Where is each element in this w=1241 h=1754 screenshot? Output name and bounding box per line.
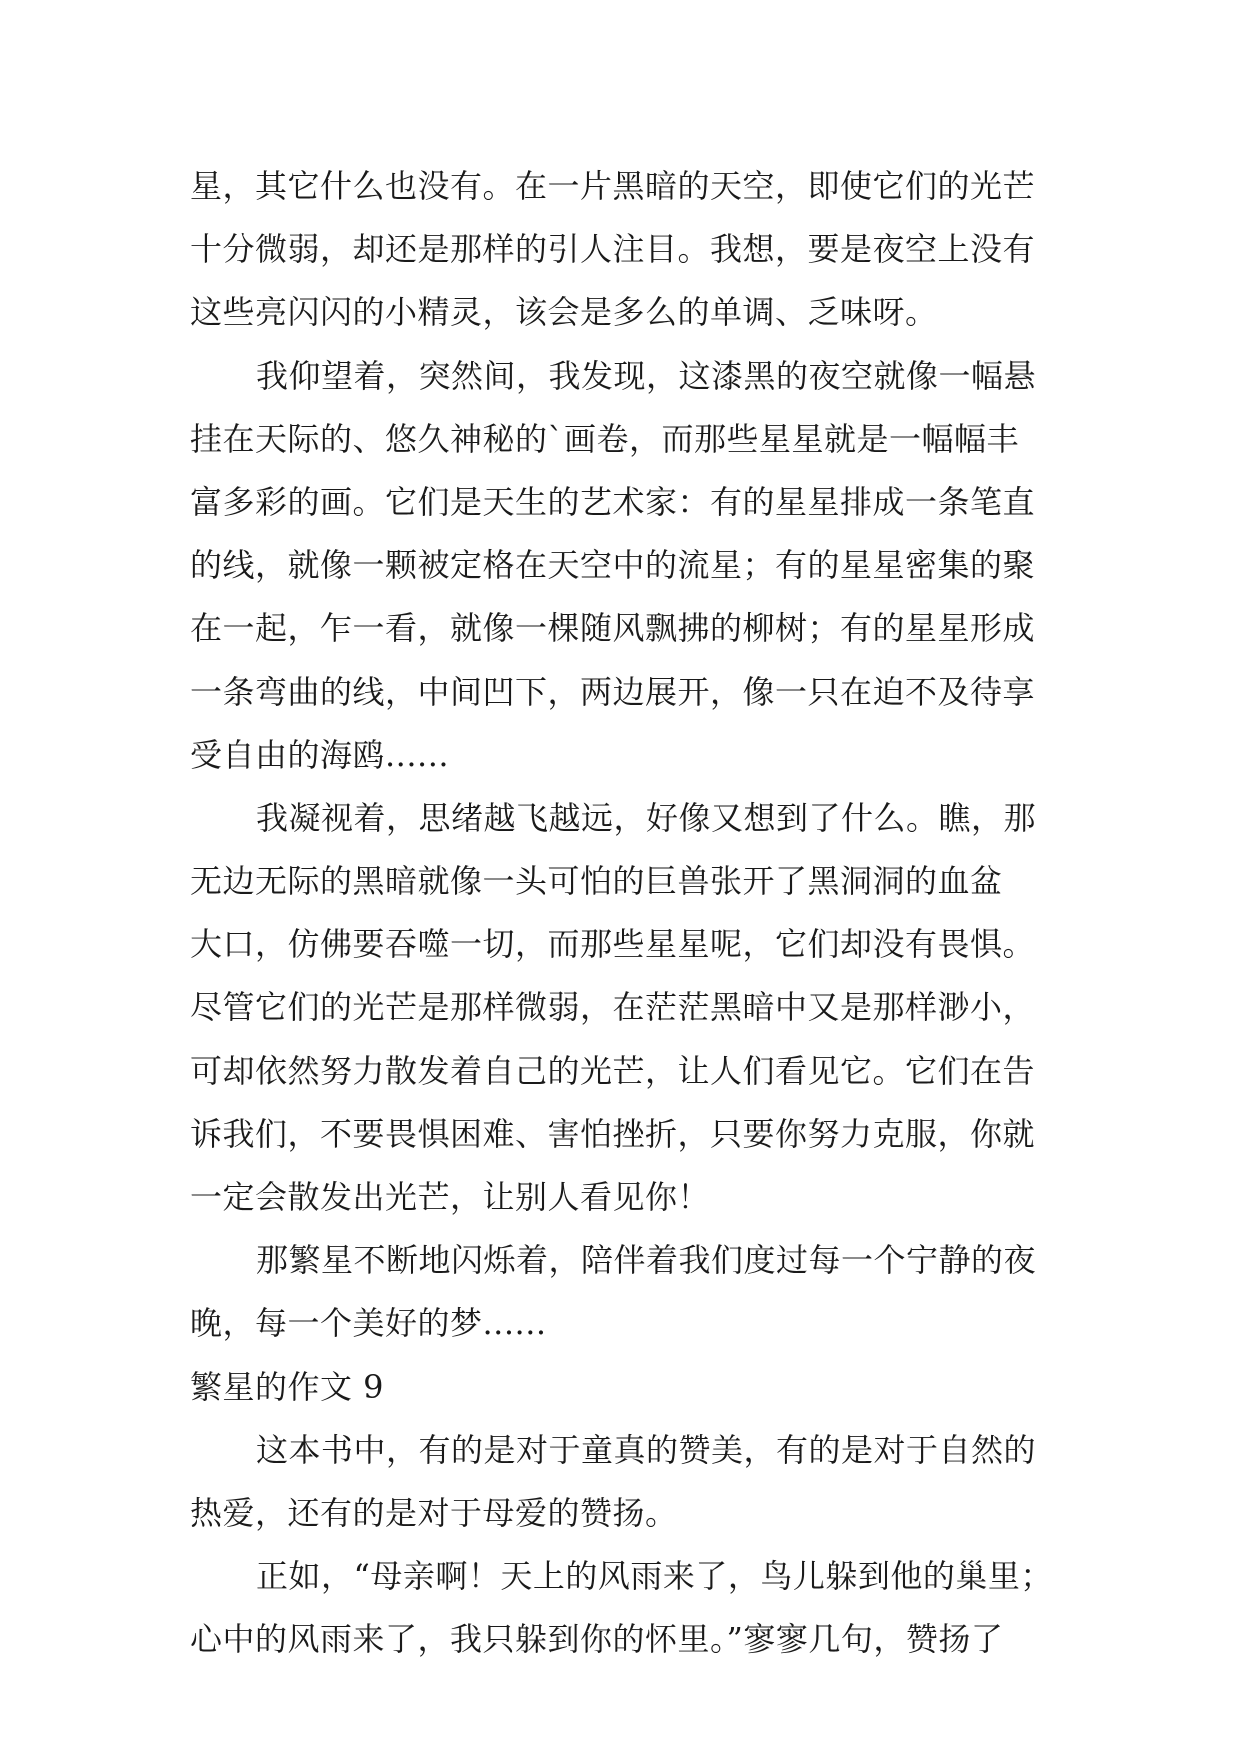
text-line: 挂在天际的、悠久神秘的`画卷，而那些星星就是一幅幅丰 <box>190 419 1020 458</box>
paragraph-start-line: 那繁星不断地闪烁着，陪伴着我们度过每一个宁静的夜 <box>256 1241 1037 1280</box>
paragraph-start-line: 这本书中，有的是对于童真的赞美，有的是对于自然的 <box>256 1430 1037 1469</box>
text-line: 热爱，还有的是对于母爱的赞扬。 <box>190 1493 678 1532</box>
text-line: 十分微弱，却还是那样的引人注目。我想，要是夜空上没有 <box>190 230 1036 269</box>
text-line: 可却依然努力散发着自己的光芒，让人们看见它。它们在告 <box>190 1051 1036 1090</box>
paragraph-start-line: 我仰望着，突然间，我发现，这漆黑的夜空就像一幅悬 <box>256 356 1037 395</box>
text-line: 诉我们，不要畏惧困难、害怕挫折，只要你努力克服，你就 <box>190 1114 1036 1153</box>
paragraph-start-line: 我凝视着，思绪越飞越远，好像又想到了什么。瞧，那 <box>256 798 1037 837</box>
text-line: 一定会散发出光芒，让别人看见你！ <box>190 1178 711 1216</box>
essay-body <box>190 155 1060 1672</box>
section-heading: 繁星的作文 9 <box>190 1367 385 1406</box>
text-line: 这些亮闪闪的小精灵，该会是多么的单调、乏味呀。 <box>190 293 938 332</box>
text-line: 的线，就像一颗被定格在天空中的流星；有的星星密集的聚 <box>190 546 1036 585</box>
paragraph-start-line: 正如，“母亲啊！天上的风雨来了，鸟儿躲到他的巢里； <box>256 1557 1053 1596</box>
text-line: 一条弯曲的线，中间凹下，两边展开，像一只在迫不及待享 <box>190 672 1036 711</box>
text-line: 富多彩的画。它们是天生的艺术家：有的星星排成一条笔直 <box>190 482 1036 521</box>
text-line: 大口，仿佛要吞噬一切，而那些星星呢，它们却没有畏惧。 <box>190 925 1036 964</box>
text-line: 在一起，乍一看，就像一棵随风飘拂的柳树；有的星星形成 <box>190 609 1036 648</box>
text-line: 晚，每一个美好的梦...... <box>190 1304 547 1343</box>
text-line: 受自由的海鸥...... <box>190 735 450 774</box>
text-line: 心中的风雨来了，我只躲到你的怀里。”寥寥几句，赞扬了 <box>190 1620 1004 1659</box>
text-line: 星，其它什么也没有。在一片黑暗的天空，即使它们的光芒 <box>190 167 1036 205</box>
text-line: 无边无际的黑暗就像一头可怕的巨兽张开了黑洞洞的血盆 <box>190 862 1003 901</box>
text-line: 尽管它们的光芒是那样微弱，在茫茫黑暗中又是那样渺小， <box>190 988 1036 1027</box>
